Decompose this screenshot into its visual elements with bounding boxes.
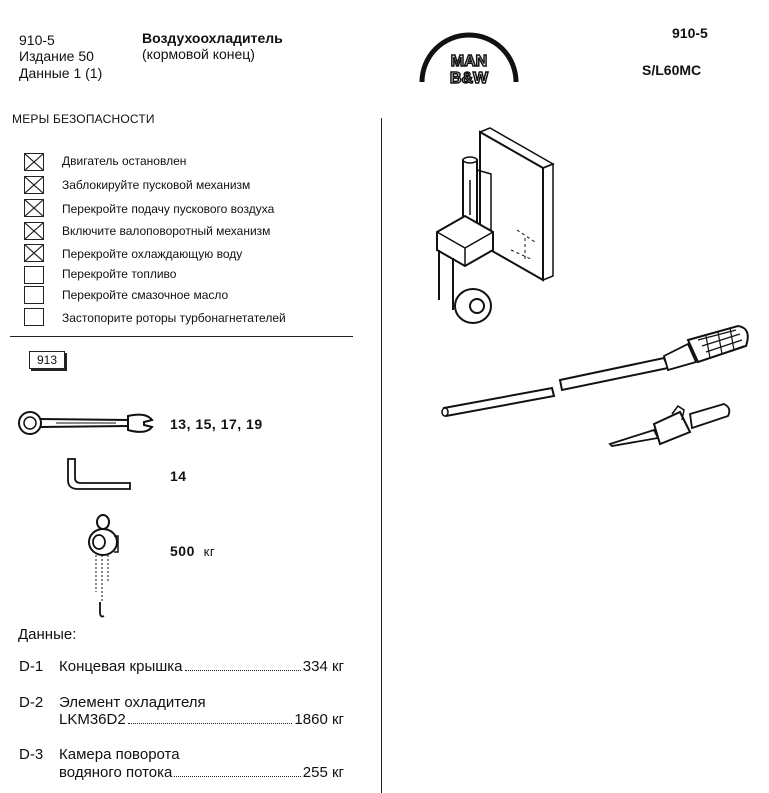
data-item-name: Концевая крышка xyxy=(59,658,183,675)
page-title: Воздухоохладитель xyxy=(142,30,283,46)
data-code-d2: D-2 xyxy=(19,694,44,711)
data-row-d3 xyxy=(59,764,344,781)
checkbox-lube-oil xyxy=(24,286,44,304)
logo-bottom-text: B&W xyxy=(449,70,489,87)
combination-wrench-icon xyxy=(16,408,156,445)
hex-key-icon xyxy=(64,456,134,497)
man-bw-logo xyxy=(414,30,524,90)
data-sheet-label: Данные 1 (1) xyxy=(19,65,103,81)
engine-model: S/L60MC xyxy=(642,62,702,78)
safety-item-label: Перекройте подачу пускового воздуха xyxy=(62,202,275,216)
safety-title: МЕРЫ БЕЗОПАСНОСТИ xyxy=(12,112,155,126)
data-code-d1: D-1 xyxy=(19,658,44,675)
safety-item-label: Двигатель остановлен xyxy=(62,154,187,168)
wrench-sizes: 13, 15, 17, 19 xyxy=(170,416,263,432)
hoist-unit: кг xyxy=(203,544,216,559)
data-row-d2 xyxy=(59,711,344,728)
chain-hoist-icon xyxy=(78,512,128,627)
safety-item-label: Перекройте смазочное масло xyxy=(62,288,229,302)
checkbox-turbocharger xyxy=(24,308,44,326)
hex-key-size: 14 xyxy=(170,468,187,484)
doc-number: 910-5 xyxy=(19,32,55,48)
stud-tool-illustration xyxy=(606,398,736,459)
column-divider xyxy=(381,118,382,793)
edition-label: Издание 50 xyxy=(19,48,94,64)
logo-top-text: MAN xyxy=(450,53,488,70)
data-row-d1 xyxy=(59,658,344,675)
safety-item-label: Заблокируйте пусковой механизм xyxy=(62,178,251,192)
checkbox-turning-gear xyxy=(24,222,44,240)
safety-item-label: Перекройте охлаждающую воду xyxy=(62,247,243,261)
right-doc-number: 910-5 xyxy=(672,25,708,41)
page-subtitle: (кормовой конец) xyxy=(142,46,255,62)
safety-item-label: Застопорите роторы турбонагнетателей xyxy=(62,311,286,325)
lifting-bracket-illustration xyxy=(425,120,565,335)
checkbox-block-starting xyxy=(24,176,44,194)
checkbox-cooling-water xyxy=(24,244,44,262)
data-item-name: Камера поворота xyxy=(59,746,180,763)
safety-item-label: Включите валоповоротный механизм xyxy=(62,224,271,238)
reference-box: 913 xyxy=(29,351,65,369)
data-title: Данные: xyxy=(18,626,77,643)
data-item-name-line2: водяного потока xyxy=(59,764,173,781)
hoist-capacity-value: 500 xyxy=(170,543,195,559)
data-item-value: 334 кг xyxy=(302,658,344,675)
data-item-name-line2: LKM36D2 xyxy=(59,711,126,728)
safety-item-label: Перекройте топливо xyxy=(62,267,177,281)
data-item-value: 1860 кг xyxy=(294,711,344,728)
data-code-d3: D-3 xyxy=(19,746,44,763)
section-divider xyxy=(10,336,353,337)
checkbox-engine-stopped xyxy=(24,153,44,171)
data-item-name: Элемент охладителя xyxy=(59,694,206,711)
checkbox-starting-air xyxy=(24,199,44,217)
hoist-capacity xyxy=(170,543,215,559)
data-item-value: 255 кг xyxy=(302,764,344,781)
checkbox-fuel-oil xyxy=(24,266,44,284)
